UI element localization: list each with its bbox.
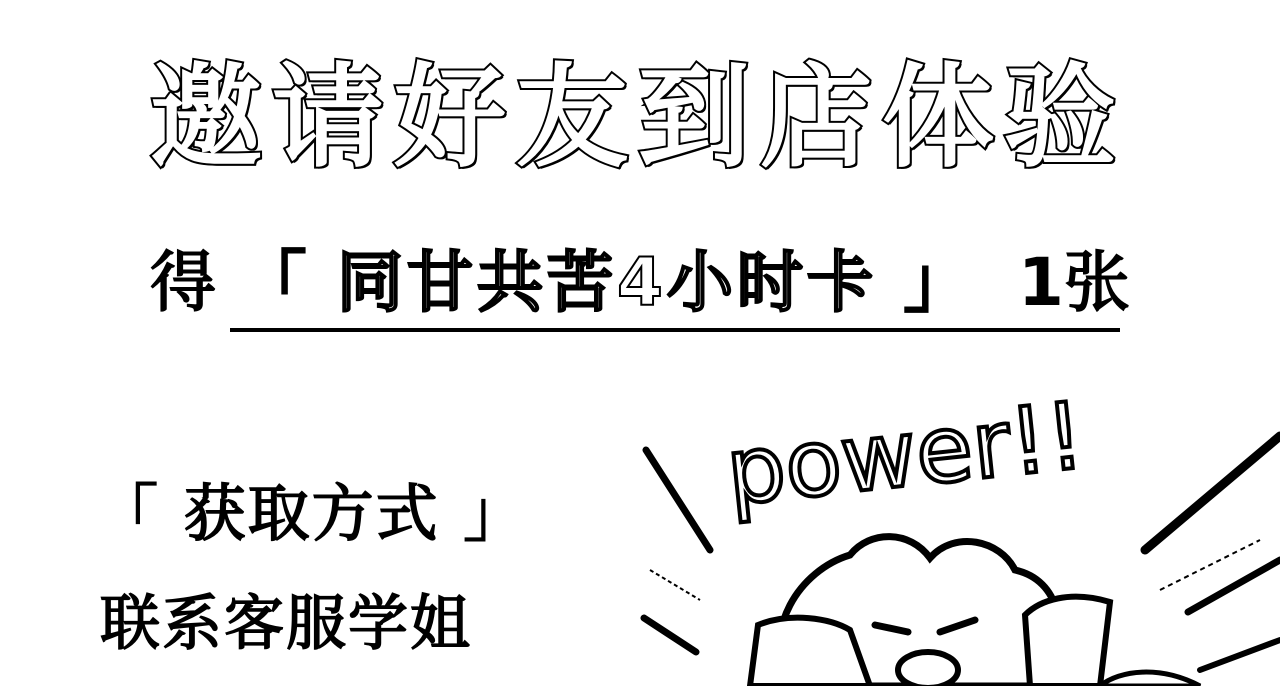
reward-line <box>150 238 1140 328</box>
method-title <box>96 474 556 554</box>
method-close-bracket: 」 <box>463 477 528 550</box>
power-text: power!! <box>721 382 1089 526</box>
cartoon-character-icon <box>640 380 1280 686</box>
character-mouth-icon <box>898 652 958 686</box>
character-cape-icon <box>1025 597 1110 686</box>
headline-text: 邀请好友到店体验 <box>150 53 1126 183</box>
speed-line-icon <box>1188 560 1280 612</box>
reward-close-bracket: 」 <box>903 244 974 321</box>
speed-line-icon <box>1200 640 1280 670</box>
speed-line-icon <box>644 618 696 652</box>
character-cape-icon <box>1100 672 1200 686</box>
reward-card-label: 同甘共苦4小时卡 <box>310 244 904 321</box>
reward-card-name <box>230 238 1120 332</box>
method-open-bracket: 「 <box>96 477 161 550</box>
illustration-graphic <box>640 380 1280 686</box>
method-title-label: 获取方式 <box>160 477 464 550</box>
speed-line-icon <box>646 450 710 550</box>
reward-prefix: 得 <box>150 244 216 321</box>
reward-count: 1张 <box>1018 244 1130 321</box>
character-cape-icon <box>750 618 870 686</box>
reward-open-bracket: 「 <box>240 244 310 321</box>
speed-line-icon <box>1145 436 1280 550</box>
method-detail: 联系客服学姐 <box>100 589 472 659</box>
speed-line-icon <box>650 570 700 600</box>
